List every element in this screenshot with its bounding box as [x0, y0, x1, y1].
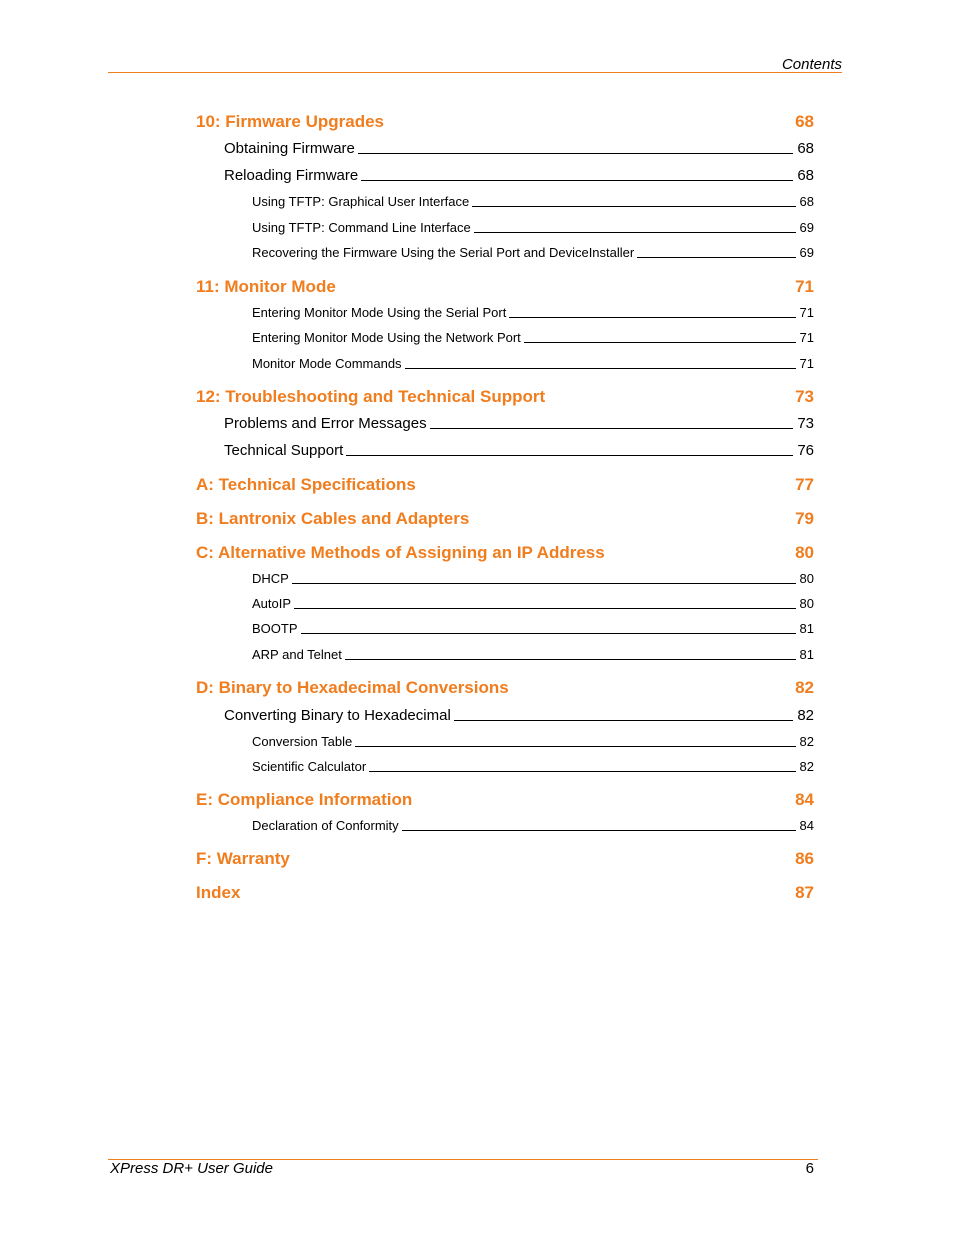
- toc-entry-page: 84: [799, 818, 814, 833]
- toc-leader-line: [345, 659, 796, 660]
- toc-entry-title: Using TFTP: Command Line Interface: [252, 220, 471, 235]
- toc-leader-line: [637, 257, 795, 258]
- toc-entry[interactable]: [224, 415, 814, 432]
- toc-entry-title: D: Binary to Hexadecimal Conversions: [196, 678, 509, 697]
- toc-entry-page: 81: [799, 647, 814, 662]
- toc-entry-title: ARP and Telnet: [252, 647, 342, 662]
- toc-entry-page: 86: [795, 849, 814, 868]
- toc-leader-line: [405, 368, 796, 369]
- footer-doc-title: XPress DR+ User Guide: [110, 1160, 273, 1177]
- toc-entry-title: 11: Monitor Mode: [196, 277, 336, 296]
- toc-leader-line: [346, 455, 793, 456]
- toc-entry-page: 82: [795, 678, 814, 697]
- toc-entry[interactable]: [252, 621, 814, 636]
- toc-entry-title: E: Compliance Information: [196, 790, 413, 809]
- toc-entry[interactable]: [196, 849, 814, 869]
- toc-entry-page: 80: [799, 596, 814, 611]
- toc-leader-line: [454, 720, 794, 721]
- toc-entry-title: A: Technical Specifications: [196, 475, 416, 494]
- toc-entry[interactable]: [252, 330, 814, 345]
- toc-entry[interactable]: [224, 442, 814, 459]
- toc-entry-title: 12: Troubleshooting and Technical Support: [196, 387, 546, 406]
- toc-leader-line: [292, 583, 796, 584]
- toc-entry[interactable]: [196, 475, 814, 495]
- toc-leader-line: [402, 830, 796, 831]
- toc-entry-page: 68: [795, 112, 814, 131]
- footer-page-number: 6: [805, 1160, 814, 1177]
- toc-leader-line: [474, 232, 796, 233]
- toc-entry[interactable]: [196, 277, 814, 297]
- toc-entry[interactable]: [252, 356, 814, 371]
- toc-entry[interactable]: [224, 707, 814, 724]
- toc-entry-title: Scientific Calculator: [252, 759, 367, 774]
- toc-entry[interactable]: [252, 194, 814, 209]
- toc-leader-line: [369, 771, 795, 772]
- toc-entry-title: Declaration of Conformity: [252, 818, 399, 833]
- toc-entry[interactable]: [252, 647, 814, 662]
- toc-entry-page: 77: [795, 475, 814, 494]
- toc-entry[interactable]: [196, 790, 814, 810]
- toc-entry-page: 84: [795, 790, 814, 809]
- toc-entry-title: Technical Support: [224, 442, 344, 459]
- toc-entry-page: 68: [797, 167, 814, 184]
- toc-entry[interactable]: [196, 678, 814, 698]
- toc-entry-title: Using TFTP: Graphical User Interface: [252, 194, 470, 209]
- toc-entry-title: Index: [196, 883, 241, 902]
- toc-entry-page: 68: [799, 194, 814, 209]
- toc-entry-page: 69: [799, 220, 814, 235]
- toc-entry[interactable]: [252, 245, 814, 260]
- toc-entry[interactable]: [224, 167, 814, 184]
- toc-entry-page: 73: [795, 387, 814, 406]
- toc-entry[interactable]: [196, 509, 814, 529]
- toc-entry-page: 68: [797, 140, 814, 157]
- toc-entry-page: 71: [799, 356, 814, 371]
- toc-entry-page: 82: [797, 707, 814, 724]
- toc-entry-title: F: Warranty: [196, 849, 290, 868]
- toc-entry-title: B: Lantronix Cables and Adapters: [196, 509, 470, 528]
- toc-entry[interactable]: [252, 759, 814, 774]
- toc-entry-title: Monitor Mode Commands: [252, 356, 402, 371]
- toc-entry-page: 71: [799, 330, 814, 345]
- toc-entry[interactable]: [252, 734, 814, 749]
- toc-entry-page: 80: [795, 543, 814, 562]
- toc-entry-page: 71: [795, 277, 814, 296]
- toc-leader-line: [294, 608, 796, 609]
- toc-entry-page: 79: [795, 509, 814, 528]
- toc-entry-title: Recovering the Firmware Using the Serial Port and DeviceInstaller: [252, 245, 635, 260]
- toc-entry-page: 71: [799, 305, 814, 320]
- toc-leader-line: [361, 180, 793, 181]
- toc-entry-page: 69: [799, 245, 814, 260]
- toc-leader-line: [301, 633, 796, 634]
- toc-leader-line: [472, 206, 795, 207]
- toc-entry[interactable]: [196, 883, 814, 903]
- toc-entry-page: 82: [799, 759, 814, 774]
- toc-leader-line: [358, 153, 793, 154]
- toc-entry-title: Problems and Error Messages: [224, 415, 427, 432]
- toc-entry[interactable]: [252, 818, 814, 833]
- toc-entry-title: Reloading Firmware: [224, 167, 359, 184]
- toc-entry-page: 87: [795, 883, 814, 902]
- toc-entry-title: C: Alternative Methods of Assigning an IP Address: [196, 543, 605, 562]
- toc-entry[interactable]: [196, 387, 814, 407]
- toc-entry-title: DHCP: [252, 571, 289, 586]
- toc-entry[interactable]: [252, 571, 814, 586]
- toc-entry-title: Conversion Table: [252, 734, 353, 749]
- toc-entry-page: 81: [799, 621, 814, 636]
- toc-entry-page: 76: [797, 442, 814, 459]
- toc-entry-title: 10: Firmware Upgrades: [196, 112, 385, 131]
- toc-entry-page: 73: [797, 415, 814, 432]
- running-header: Contents: [781, 56, 842, 73]
- toc-entry-title: Obtaining Firmware: [224, 140, 355, 157]
- header-rule: [108, 72, 842, 73]
- toc-entry[interactable]: [252, 305, 814, 320]
- toc-entry-title: Entering Monitor Mode Using the Serial Port: [252, 305, 507, 320]
- toc-leader-line: [524, 342, 796, 343]
- toc-entry[interactable]: [224, 140, 814, 157]
- toc-entry-page: 80: [799, 571, 814, 586]
- toc-leader-line: [355, 746, 795, 747]
- toc-entry[interactable]: [196, 112, 814, 132]
- toc-entry[interactable]: [196, 543, 814, 563]
- toc-entry-title: Entering Monitor Mode Using the Network Port: [252, 330, 521, 345]
- toc-entry-title: Converting Binary to Hexadecimal: [224, 707, 451, 724]
- toc-leader-line: [430, 428, 794, 429]
- toc-entry[interactable]: [252, 596, 814, 611]
- toc-entry[interactable]: [252, 220, 814, 235]
- toc-leader-line: [509, 317, 795, 318]
- toc-entry-title: AutoIP: [252, 596, 292, 611]
- toc-entry-page: 82: [799, 734, 814, 749]
- toc-entry-title: BOOTP: [252, 621, 298, 636]
